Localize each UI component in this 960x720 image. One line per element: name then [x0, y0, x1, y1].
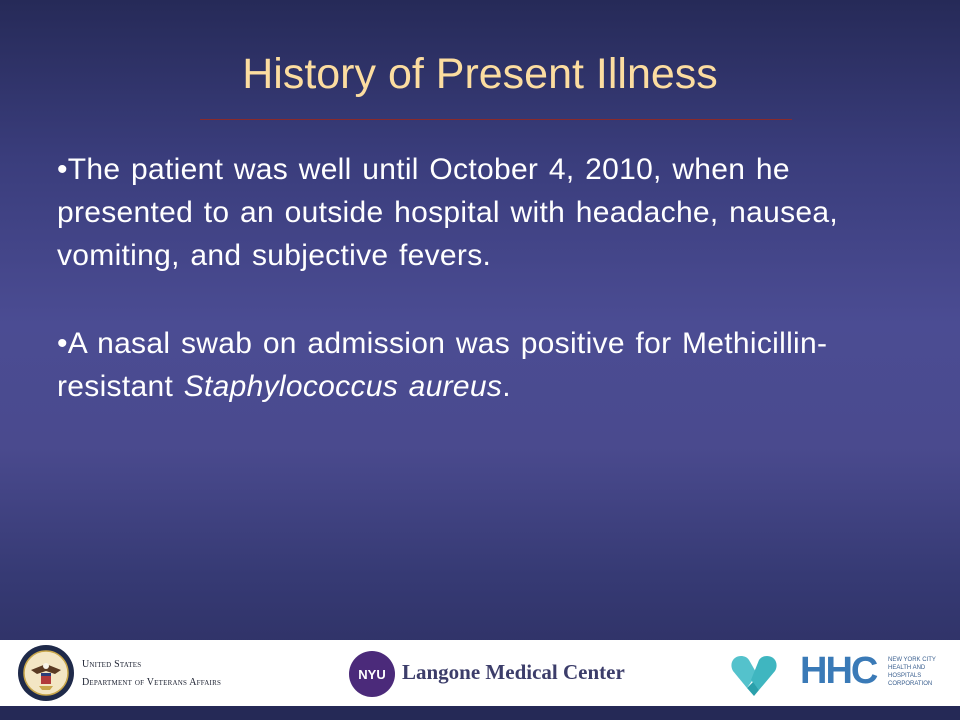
nyu-badge-text: NYU: [358, 667, 386, 682]
bullet-2-end: .: [502, 370, 511, 403]
hhc-corp-line-2: HEALTH AND: [888, 665, 926, 671]
va-line-1: United States: [82, 659, 142, 670]
footer-logo-bar: [0, 640, 960, 706]
bullet-list: [57, 148, 917, 408]
hhc-hearts-icon: [727, 652, 781, 698]
footer-bottom-strip: [0, 706, 960, 720]
slide-title: History of Present Illness: [242, 50, 718, 98]
title-divider: [200, 119, 792, 120]
bullet-1: •The patient was well until October 4, 2010, when he presented to an outside hospital with headache, nausea, vomiting, and subjective fevers.: [57, 153, 839, 272]
va-line-2: Department of Veterans Affairs: [82, 677, 222, 688]
va-seal-icon: [17, 644, 75, 702]
va-wordmark: [82, 656, 221, 692]
hhc-wordmark: HHC: [800, 650, 877, 692]
nyu-torch-icon: [349, 651, 395, 697]
bullet-2: [57, 322, 917, 408]
hhc-corporation-text: [888, 656, 958, 688]
hhc-corp-line-3: HOSPITALS: [888, 673, 922, 679]
hhc-corp-line-4: CORPORATION: [888, 681, 933, 687]
nyu-langone-wordmark: Langone Medical Center: [402, 660, 625, 684]
bullet-2-text: •A nasal swab on admission was positive for Methicillin-resistant: [57, 327, 828, 403]
bullet-2-italic: Staphylococcus aureus: [183, 370, 503, 403]
hhc-corp-line-1: NEW YORK CITY: [888, 657, 936, 663]
